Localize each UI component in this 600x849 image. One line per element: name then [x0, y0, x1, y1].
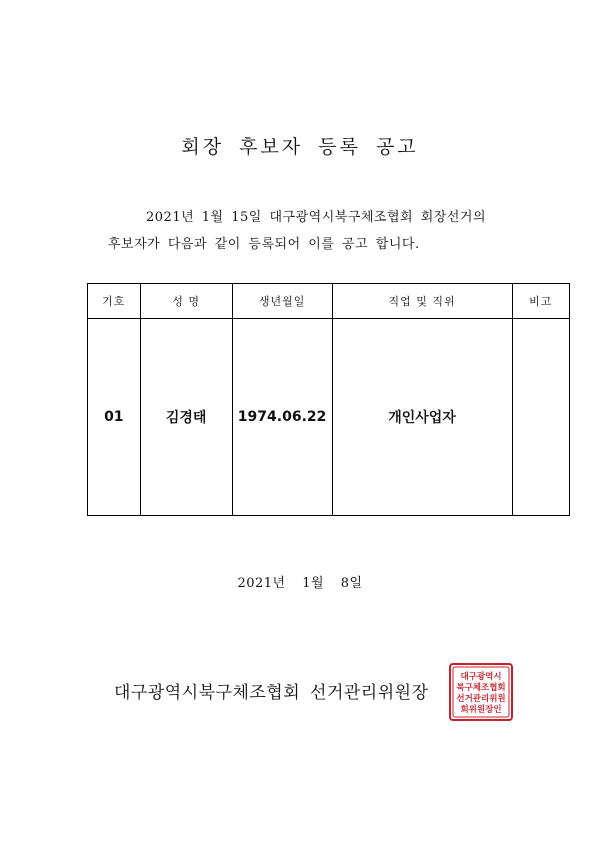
seal-line-3: 선거관리위원	[456, 694, 506, 704]
table-row	[88, 319, 570, 516]
document-title: 회장 후보자 등록 공고	[181, 136, 419, 158]
intro-line-1: 2021년 1월 15일 대구광역시북구체조협회 회장선거의	[146, 210, 487, 225]
seal-line-1: 대구광역시	[460, 672, 502, 682]
document-date	[0, 572, 600, 591]
table-header-row	[88, 284, 570, 319]
date-day: 8일	[340, 576, 363, 591]
header-remarks: 비고	[512, 284, 569, 319]
date-month: 1월	[302, 576, 325, 591]
cell-remarks	[512, 319, 569, 516]
cell-birthdate: 1974.06.22	[232, 319, 332, 516]
date-year: 2021년	[237, 576, 286, 591]
seal-line-4: 회위원장인	[460, 705, 502, 715]
header-birthdate: 생년월일	[232, 284, 332, 319]
cell-occupation: 개인사업자	[332, 319, 512, 516]
issuer-name: 대구광역시북구체조협회 선거관리위원장	[114, 683, 429, 703]
header-name: 성 명	[140, 284, 232, 319]
official-seal-icon	[448, 662, 514, 722]
header-number: 기호	[88, 284, 141, 319]
header-occupation: 직업 및 직위	[332, 284, 512, 319]
intro-line-2: 후보자가 다음과 같이 등록되어 이를 공고 합니다.	[108, 237, 420, 252]
cell-number: 01	[88, 319, 141, 516]
candidate-table	[87, 283, 570, 516]
seal-line-2: 북구체조협회	[456, 683, 506, 693]
cell-name: 김경태	[140, 319, 232, 516]
